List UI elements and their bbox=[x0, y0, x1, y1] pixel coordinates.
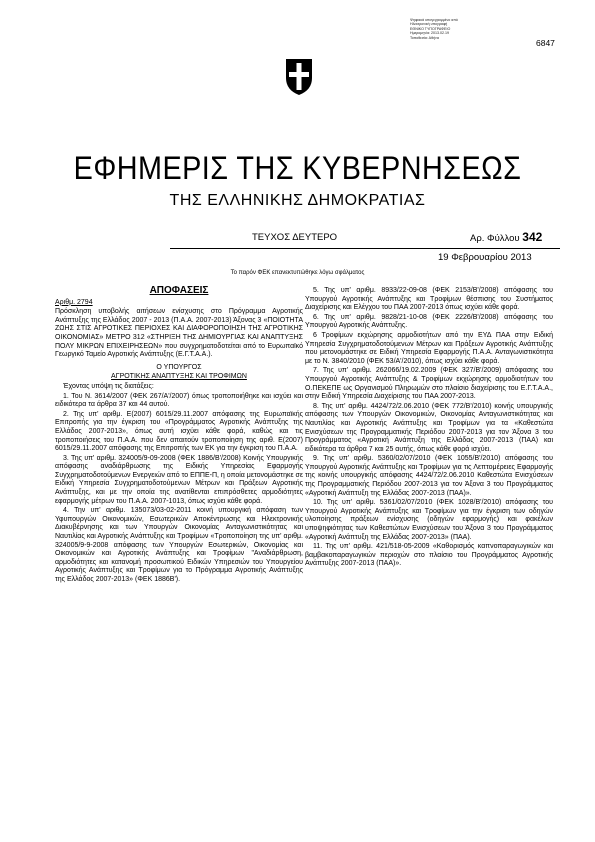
provision-item: 1. Του Ν. 3614/2007 (ΦΕΚ 267/Α'/2007) όπως τροποποιήθηκε και ισχύει και ειδικότερα τα άρθρα 37 και 44 αυτού. bbox=[55, 392, 303, 409]
stamp-line: Ημερομηνία: 2013.02.19 bbox=[410, 31, 450, 36]
provision-item: 9. Της υπ' αριθμ. 5360/02/07/2010 (ΦΕΚ 1055/Β'/2010) απόφασης του Υπουργού Αγροτικής Ανάπτυξης και Τροφίμων για τις Λεπτομέρειες Εφαρμογής της κοινής υπουργικής απόφασης 4424/72/2.06.2010 Καθεστώτα Ενισχύσεων της Προγραμματικής Περιόδου 2007-2013 για τον Άξονα 3 του Προγράμματος «Αγροτική Ανάπτυξη της Ελλάδας 2007-2013 (ΠΑΑ)». bbox=[305, 455, 553, 497]
intro-text: Έχοντας υπόψη τις διατάξεις: bbox=[63, 382, 154, 390]
gazette-title: ΕΦΗΜΕΡΙΣ ΤΗΣ ΚΥΒΕΡΝΗΣΕΩΣ bbox=[73, 150, 522, 186]
provision-item: 8. Της υπ' αριθμ. 4424/72/2.06.2010 (ΦΕΚ 772/Β'/2010) κοινής υπουργικής απόφασης των Υπουργών Οικονομικών, Οικονομίας Ανταγωνιστικότητας και Ναυτιλίας και Αγροτικής Ανάπτυξης και Τροφίμων για τα «Καθεστώτα Ενισχύσεων της Προγραμματικής Περιόδου 2007-2013 για τον Άξονα 3 του Προγράμματος «Αγροτική Ανάπτυξη της Ελλάδας 2007-2013 (ΠΑΑ) και ειδικότερα τα άρθρα 7 και 25 αυτής, όπως κάθε φορά ισχύει. bbox=[305, 402, 553, 453]
greek-coat-of-arms-icon bbox=[284, 58, 314, 96]
stamp-line: ΕΘΝΙΚΟ ΤΥΠΟΓΡΑΦΕΙΟ bbox=[410, 26, 451, 31]
reprint-notice: Το παρόν ΦΕΚ επανεκτυπώθηκε λόγω σφάλματος bbox=[230, 270, 365, 276]
right-column bbox=[305, 287, 553, 570]
section-heading: ΑΠΟΦΑΣΕΙΣ bbox=[149, 285, 209, 296]
left-column bbox=[55, 287, 303, 586]
ministry-name: ΑΓΡΟΤΙΚΗΣ ΑΝΑΠΤΥΞΗΣ ΚΑΙ ΤΡΟΦΙΜΩΝ bbox=[111, 373, 247, 381]
digital-signature-stamp bbox=[410, 18, 498, 40]
provision-item: 11. Της υπ' αριθμ. 421/518-05-2009 «Καθορισμός καπνοπαραγωγικών και βαμβακοπαραγωγικών περιοχών στο πλαίσιο του Προγράμματος Αγροτικής Ανάπτυξης 2007-2013 (ΠΑΑ)». bbox=[305, 543, 553, 568]
provision-item: 6 Τροφίμων εκχώρησης αρμοδιοτήτων από την ΕΥΔ ΠΑΑ στην Ειδική Υπηρεσία Συγχρηματοδοτούμενων Μέτρων και Πράξεων Αγροτικής Ανάπτυξης που μετονομάστηκε σε Ειδική Υπηρεσία Εφαρμογής Π.Α.Α. Ανταγωνιστικότητα με το Ν. 3840/2010 (ΦΕΚ 53/Α'/2010), όπως ισχύει κάθε φορά. bbox=[305, 331, 553, 365]
stamp-line: Τοποθεσία: Αθήνα bbox=[410, 35, 439, 40]
provision-item: 7. Της υπ' αριθμ. 262066/19.02.2009 (ΦΕΚ 327/Β'/2009) απόφασης του Υπουργού Αγροτικής Ανάπτυξης & Τροφίμων εκχώρησης αρμοδιοτήτων του Ο.ΠΕΚΕΠΕ ως Οργανισμού Πληρωμών στο πλαίσιο διαχείρισης του Ε.Γ.Τ.Α.Α., στην Ειδική Υπηρεσία Διαχείρισης του ΠΑΑ 2007-2013. bbox=[305, 367, 553, 401]
issue-date: 19 Φεβρουαρίου 2013 bbox=[438, 252, 532, 263]
provision-item: 5. Της υπ' αριθμ. 8933/22-09-08 (ΦΕΚ 2153/Β'/2008) απόφασης του Υπουργού Αγροτικής Ανάπτυξης και Τροφίμων θέσπισης του Συστήματος Διαχείρισης και Ελέγχου του ΠΑΑ 2007-2013 όπως ισχύει κάθε φορά. bbox=[305, 287, 553, 312]
provision-item: 4. Την υπ' αριθμ. 135073/03-02-2011 κοινή υπουργική απόφαση των Υφυπουργών Οικονομικών, Εσωτερικών Αποκέντρωσης και Ηλεκτρονικής Διακυβέρνησης και των Υπουργών Οικονομίας Ανταγωνιστικότητας και Ναυτιλίας και Αγροτικής Ανάπτυξης και Τροφίμων «Τροποποίηση της υπ' αριθμ. 324005/9-9-2008 απόφασης των Υπουργών Εσωτερικών, Οικονομίας και Οικονομικών και Αγροτικής Ανάπτυξης και Τροφίμων "Αναδιάρθρωση, αρμοδιότητες και κατανομή προσωπικού Ειδικών Υπηρεσιών του Υπουργείου Αγροτικής Ανάπτυξης και Τροφίμων για το Πρόγραμμα Αγροτικής Ανάπτυξης της Ελλάδος 2007-2013» (ΦΕΚ 1886Β'). bbox=[55, 507, 303, 583]
stamp-line: Ψηφιακά υπογεγραμμένο από bbox=[410, 18, 458, 22]
provision-item: 10. Της υπ' αριθμ. 5361/02/07/2010 (ΦΕΚ 1028/Β'/2010) απόφασης του Υπουργού Αγροτικής Ανάπτυξης και Τροφίμων για την έγκριση των οδηγών υλοποίησης πράξεων ενίσχυσης (οδηγών εφαρμογής) και φακέλων υποψηφιότητας των Καθεστώτων Ενισχύσεων του Άξονα 3 του Προγράμματος «Αγροτική Ανάπτυξη της Ελλάδας 2007-2013» (ΠΑΑ). bbox=[305, 499, 553, 541]
provision-item: 6. Της υπ' αριθμ. 9828/21-10-08 (ΦΕΚ 2226/Β'/2008) απόφασης του Υπουργού Αγροτικής Ανάπτυξης. bbox=[305, 313, 553, 330]
stamp-line: Ηλεκτρονική υπογραφή bbox=[410, 22, 448, 27]
minister-heading: Ο ΥΠΟΥΡΓΟΣ bbox=[156, 363, 202, 371]
page-number: 6847 bbox=[536, 38, 555, 48]
header-divider bbox=[170, 248, 560, 249]
sheet-label: Αρ. Φύλλου bbox=[470, 233, 520, 244]
decision-title: Πρόσκληση υποβολής αιτήσεων ενίσχυσης στο Πρόγραμμα Αγροτικής Ανάπτυξης της Ελλάδος 2007 - 2013 (Π.Α.Α. 2007-2013) Άξονας 3 «ΠΟΙΟΤΗΤΑ ΖΩΗΣ ΣΤΙΣ ΑΓΡΟΤΙΚΕΣ ΠΕΡΙΟΧΕΣ ΚΑΙ ΔΙΑΦΟΡΟΠΟΙΗΣΗ ΤΗΣ ΑΓΡΟΤΙΚΗΣ ΟΙΚΟΝΟΜΙΑΣ» ΜΕΤΡΟ 312 «ΣΤΗΡΙΞΗ ΤΗΣ ΔΗΜΙΟΥΡΓΙΑΣ ΚΑΙ ΑΝΑΠΤΥΞΗΣ ΠΟΛΥ ΜΙΚΡΩΝ ΕΠΙΧΕΙΡΗΣΕΩΝ» που συγχρηματοδοτείται από το Ευρωπαϊκό Γεωργικό Ταμείο Αγροτικής Ανάπτυξης (Ε.Γ.Τ.Α.Α.). bbox=[55, 308, 303, 359]
issue-type: ΤΕΥΧΟΣ ΔΕΥΤΕΡΟ bbox=[252, 232, 338, 243]
sheet-number-value: 342 bbox=[522, 230, 543, 244]
gazette-subtitle: ΤΗΣ ΕΛΛΗΝΙΚΗΣ ΔΗΜΟΚΡΑΤΙΑΣ bbox=[169, 192, 426, 209]
provision-item: 3. Της υπ' αριθμ. 324005/9-09-2008 (ΦΕΚ 1886/Β'/2008) Κοινής Υπουργικής απόφασης αναδιάρθρωσης της Ειδικής Υπηρεσίας Εφαρμογής Συγχρηματοδοτούμενων Ενεργειών από το ΕΠΠΕ-Π, η οποία μετονομάστηκε σε Ειδική Υπηρεσία Συγχρηματοδοτούμενων Μέτρων και Πράξεων Αγροτικής Ανάπτυξης, και με την οποία της ανατίθενται επιπρόσθετες αρμοδιότητες εφαρμογής μέτρων του Π.Α.Α. 2007-1013, όπως ισχύει κάθε φορά. bbox=[55, 454, 303, 505]
sheet-number bbox=[470, 230, 542, 244]
decision-number: Αριθμ. 2794 bbox=[55, 298, 93, 306]
provision-item: 2. Της υπ' αριθμ. Ε(2007) 6015/29.11.2007 απόφασης της Ευρωπαϊκής Επιτροπής για την έγκριση του «Προγράμματος Αγροτικής Ανάπτυξης της Ελλάδος 2007-2013», όπως αυτή ισχύει κάθε φορά, καθώς και τις τροποποιήσεις του Π.Α.Α. που δεν απαιτούν τροποποίηση της αριθ. Ε(2007) 6015/29.11.2007 απόφασης της Επιτροπής των ΕΚ για την έγκριση του Π.Α.Α. bbox=[55, 410, 303, 453]
